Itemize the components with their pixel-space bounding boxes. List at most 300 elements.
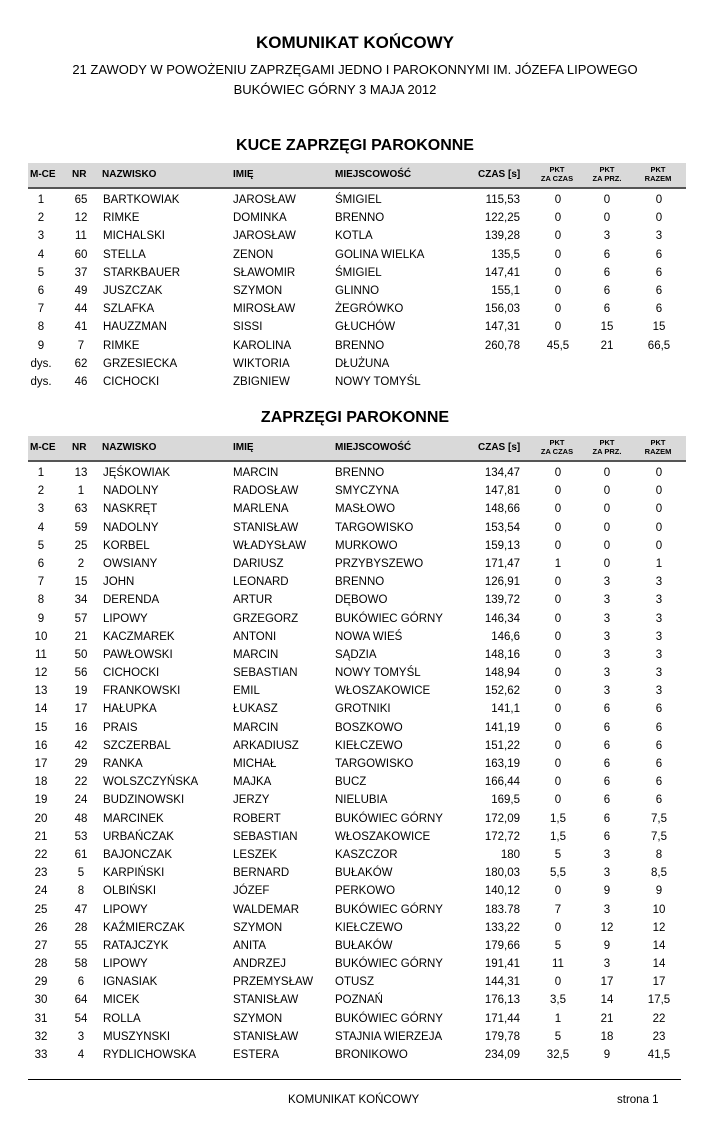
cell-time: 172,72 <box>484 830 520 843</box>
cell-points-obstacles: 0 <box>603 503 611 516</box>
cell-points-total: 15 <box>652 321 666 334</box>
cell-place: 2 <box>37 212 45 225</box>
table-row <box>28 501 686 519</box>
cell-town: BRENNO <box>335 467 385 479</box>
cell-points-time: 5 <box>554 848 562 861</box>
cell-place: 4 <box>37 248 45 261</box>
cell-start-number: 42 <box>74 739 88 752</box>
cell-surname: KAŹMIERCZAK <box>103 921 185 934</box>
cell-place: 20 <box>34 812 48 825</box>
header-czas: CZAS [s] <box>478 442 521 453</box>
cell-place: 5 <box>37 266 45 279</box>
cell-start-number: 64 <box>74 994 88 1007</box>
table-row <box>28 665 686 683</box>
cell-first-name: DARIUSZ <box>233 557 284 570</box>
cell-time: 163,19 <box>484 758 520 770</box>
cell-time: 171,47 <box>484 557 520 570</box>
cell-surname: MUSZYNSKI <box>103 1030 171 1043</box>
cell-points-obstacles: 6 <box>603 721 611 734</box>
cell-time: 147,41 <box>484 266 520 279</box>
document-title: KOMUNIKAT KOŃCOWY <box>256 33 454 52</box>
table-row <box>28 356 686 374</box>
cell-start-number: 55 <box>74 939 88 952</box>
cell-time: 141,1 <box>491 703 520 716</box>
cell-first-name: LEONARD <box>233 576 289 589</box>
cell-first-name: KAROLINA <box>233 339 292 352</box>
header-pkt-za-czas-line1: PKT <box>549 165 565 174</box>
cell-place: 10 <box>34 630 48 643</box>
cell-points-time: 32,5 <box>546 1049 570 1061</box>
cell-town: GLINNO <box>335 284 380 297</box>
cell-time: 155,1 <box>491 284 520 297</box>
table-row <box>28 338 686 356</box>
cell-start-number: 24 <box>74 794 88 807</box>
cell-start-number: 19 <box>74 685 88 698</box>
cell-first-name: MAJKA <box>233 776 272 789</box>
cell-town: BRENNO <box>335 212 385 225</box>
table-row <box>28 883 686 901</box>
cell-surname: OWSIANY <box>103 557 158 570</box>
cell-surname: STARKBAUER <box>103 266 181 279</box>
table-row <box>28 574 686 592</box>
section-title-parokonne: ZAPRZĘGI PAROKONNE <box>260 409 450 426</box>
cell-time: 122,25 <box>484 212 520 225</box>
header-imie: IMIĘ <box>233 169 254 180</box>
cell-first-name: SZYMON <box>233 921 283 934</box>
cell-points-total: 3 <box>655 576 663 589</box>
cell-points-time: 0 <box>554 739 562 752</box>
cell-surname: KARPIŃSKI <box>103 867 165 880</box>
cell-points-total: 7,5 <box>651 812 667 825</box>
cell-time: 126,91 <box>484 576 520 589</box>
cell-points-total: 6 <box>655 284 663 297</box>
cell-first-name: SŁAWOMIR <box>233 266 296 279</box>
cell-first-name: SZYMON <box>233 1012 283 1025</box>
cell-first-name: SISSI <box>233 321 263 334</box>
cell-town: PERKOWO <box>335 885 396 898</box>
cell-points-total: 8,5 <box>651 867 667 880</box>
cell-first-name: RADOSŁAW <box>233 485 299 498</box>
header-pkt-za-czas <box>532 438 582 456</box>
cell-town: BOSZKOWO <box>335 721 403 734</box>
cell-time: 172,09 <box>484 812 520 825</box>
cell-first-name: ANDRZEJ <box>233 958 287 971</box>
cell-surname: SZCZERBAL <box>103 739 171 752</box>
cell-start-number: 41 <box>74 321 88 334</box>
cell-town: GŁUCHÓW <box>335 321 396 334</box>
cell-place: 1 <box>37 467 45 479</box>
cell-first-name: ROBERT <box>233 812 281 825</box>
cell-points-total: 0 <box>655 212 663 225</box>
cell-place: 3 <box>37 503 45 516</box>
document-date-location: BUKÓWIEC GÓRNY 3 MAJA 2012 <box>233 82 437 97</box>
cell-surname: ROLLA <box>103 1012 141 1025</box>
cell-surname: BUDZINOWSKI <box>103 794 185 807</box>
table-row <box>28 992 686 1010</box>
cell-points-total: 6 <box>655 303 663 316</box>
cell-first-name: GRZEGORZ <box>233 612 299 625</box>
table-row <box>28 319 686 337</box>
cell-place: 31 <box>34 1012 48 1025</box>
cell-time: 171,44 <box>484 1012 520 1025</box>
table-row <box>28 1029 686 1047</box>
cell-points-obstacles: 3 <box>603 685 611 698</box>
cell-points-total: 6 <box>655 794 663 807</box>
cell-place: 9 <box>37 339 45 352</box>
cell-points-time: 0 <box>554 521 562 534</box>
cell-points-obstacles: 6 <box>603 703 611 716</box>
cell-place: 32 <box>34 1030 48 1043</box>
table-row <box>28 520 686 538</box>
cell-time: 134,47 <box>484 467 520 479</box>
cell-points-total: 6 <box>655 248 663 261</box>
cell-time: 148,94 <box>484 667 520 680</box>
cell-start-number: 49 <box>74 284 88 297</box>
cell-points-time: 0 <box>554 576 562 589</box>
cell-start-number: 15 <box>74 576 88 589</box>
cell-place: 8 <box>37 321 45 334</box>
cell-place: 15 <box>34 721 48 734</box>
header-pkt-za-czas <box>532 165 582 183</box>
cell-surname: JĘŚKOWIAK <box>103 467 171 479</box>
cell-place: 11 <box>35 648 47 661</box>
cell-points-total: 6 <box>655 776 663 789</box>
table-row <box>28 283 686 301</box>
cell-place: 5 <box>37 539 45 552</box>
cell-points-obstacles: 6 <box>603 739 611 752</box>
cell-points-obstacles: 9 <box>603 1049 611 1061</box>
cell-town: ŻEGRÓWKO <box>335 303 404 316</box>
cell-time: 166,44 <box>484 776 520 789</box>
cell-surname: JUSZCZAK <box>103 284 163 297</box>
cell-first-name: STANISŁAW <box>233 1030 299 1043</box>
cell-points-time: 0 <box>554 467 562 479</box>
cell-town: BUŁAKÓW <box>335 867 393 880</box>
table-row <box>28 920 686 938</box>
cell-start-number: 17 <box>74 703 88 716</box>
table-row <box>28 1011 686 1029</box>
cell-points-total: 6 <box>655 721 663 734</box>
table-row <box>28 974 686 992</box>
cell-place: dys. <box>30 375 52 388</box>
cell-points-time: 0 <box>554 921 562 934</box>
cell-points-obstacles: 14 <box>600 994 614 1007</box>
cell-start-number: 12 <box>74 212 88 225</box>
cell-surname: STELLA <box>103 248 146 261</box>
header-pkt-za-prz-line1: PKT <box>599 438 615 447</box>
cell-points-obstacles: 3 <box>603 958 611 971</box>
document-subtitle: 21 ZAWODY W POWOŻENIU ZAPRZĘGAMI JEDNO I PAROKONNYMI IM. JÓZEFA LIPOWEGO <box>72 62 638 77</box>
cell-points-total: 17,5 <box>647 994 671 1007</box>
table-row <box>28 847 686 865</box>
cell-start-number: 28 <box>74 921 88 934</box>
cell-start-number: 37 <box>74 266 88 279</box>
cell-town: BRENNO <box>335 339 385 352</box>
cell-points-obstacles: 3 <box>603 612 611 625</box>
cell-points-obstacles: 3 <box>603 667 611 680</box>
header-pkt-za-prz <box>582 165 632 183</box>
cell-place: 7 <box>37 303 45 316</box>
cell-time: 183.78 <box>484 903 520 916</box>
table-row <box>28 647 686 665</box>
cell-place: 24 <box>34 885 48 898</box>
cell-place: 3 <box>37 230 45 243</box>
cell-points-total: 3 <box>655 230 663 243</box>
cell-time: 147,31 <box>484 321 520 334</box>
cell-points-obstacles: 6 <box>603 830 611 843</box>
cell-town: BUKÓWIEC GÓRNY <box>335 958 443 971</box>
cell-start-number: 59 <box>74 521 88 534</box>
cell-points-obstacles: 3 <box>603 630 611 643</box>
table-row <box>28 938 686 956</box>
header-miejscowosc: MIEJSCOWOŚĆ <box>335 442 412 453</box>
table-row <box>28 611 686 629</box>
cell-points-obstacles: 18 <box>600 1030 614 1043</box>
cell-points-time: 0 <box>554 284 562 297</box>
cell-points-total: 1 <box>655 557 663 570</box>
cell-points-time: 0 <box>554 885 562 898</box>
cell-time: 139,72 <box>484 594 520 607</box>
cell-points-obstacles: 0 <box>603 539 611 552</box>
cell-start-number: 11 <box>75 230 87 243</box>
results-table-parokonne <box>28 465 686 1065</box>
cell-surname: RANKA <box>103 758 143 770</box>
header-pkt-za-prz <box>582 438 632 456</box>
cell-start-number: 29 <box>74 758 88 770</box>
table-row <box>28 1047 686 1065</box>
cell-first-name: MARCIN <box>233 467 279 479</box>
cell-points-time: 0 <box>554 321 562 334</box>
cell-points-total: 0 <box>655 485 663 498</box>
cell-points-total: 10 <box>652 903 666 916</box>
cell-points-time: 7 <box>554 903 562 916</box>
cell-points-total: 3 <box>655 685 663 698</box>
cell-town: BUCZ <box>335 776 367 789</box>
cell-points-total: 0 <box>655 539 663 552</box>
cell-points-obstacles: 3 <box>603 867 611 880</box>
cell-start-number: 13 <box>74 467 88 479</box>
cell-place: 26 <box>34 921 48 934</box>
cell-town: KASZCZOR <box>335 848 398 861</box>
cell-first-name: STANISŁAW <box>233 521 299 534</box>
table-row <box>28 247 686 265</box>
cell-points-time: 5 <box>554 1030 562 1043</box>
cell-points-time: 0 <box>554 266 562 279</box>
cell-town: BRENNO <box>335 576 385 589</box>
cell-points-obstacles: 12 <box>600 921 614 934</box>
cell-points-obstacles: 3 <box>603 903 611 916</box>
header-pkt-razem-line2: RAZEM <box>644 447 672 456</box>
cell-town: WŁOSZAKOWICE <box>335 830 431 843</box>
cell-points-time: 1,5 <box>550 830 566 843</box>
cell-town: BUKÓWIEC GÓRNY <box>335 1012 443 1025</box>
cell-place: 30 <box>34 994 48 1007</box>
cell-start-number: 8 <box>77 885 85 898</box>
results-table-kuce <box>28 192 686 392</box>
cell-points-obstacles: 0 <box>603 212 611 225</box>
cell-town: TARGOWISKO <box>335 758 414 770</box>
cell-points-total: 41,5 <box>647 1049 671 1061</box>
cell-surname: CICHOCKI <box>103 375 160 388</box>
cell-time: 176,13 <box>484 994 520 1007</box>
cell-first-name: ARTUR <box>233 594 273 607</box>
cell-first-name: ESTERA <box>233 1049 280 1061</box>
cell-start-number: 7 <box>77 339 85 352</box>
cell-town: GOLINA WIELKA <box>335 248 425 261</box>
cell-points-obstacles: 3 <box>603 594 611 607</box>
cell-town: SĄDZIA <box>335 648 377 661</box>
header-pkt-za-czas-line2: ZA CZAS <box>540 174 574 183</box>
cell-place: 14 <box>34 703 48 716</box>
cell-time: 179,78 <box>484 1030 520 1043</box>
cell-surname: HAUZZMAN <box>103 321 167 334</box>
cell-points-total: 3 <box>655 612 663 625</box>
cell-place: 28 <box>34 958 48 971</box>
header-czas: CZAS [s] <box>478 169 521 180</box>
cell-first-name: JAROSŁAW <box>233 194 296 206</box>
cell-town: ŚMIGIEL <box>335 194 382 206</box>
cell-time: 260,78 <box>484 339 520 352</box>
cell-town: BUKÓWIEC GÓRNY <box>335 903 443 916</box>
cell-time: 144,31 <box>484 976 520 989</box>
table-row <box>28 792 686 810</box>
cell-points-time: 0 <box>554 612 562 625</box>
cell-first-name: ANITA <box>233 939 267 952</box>
table-row <box>28 756 686 774</box>
cell-first-name: SEBASTIAN <box>233 830 298 843</box>
cell-start-number: 44 <box>74 303 88 316</box>
cell-points-total: 23 <box>652 1030 666 1043</box>
cell-points-obstacles: 21 <box>600 1012 614 1025</box>
cell-town: BUŁAKÓW <box>335 939 393 952</box>
cell-town: NOWY TOMYŚL <box>335 667 421 680</box>
cell-surname: HAŁUPKA <box>103 703 157 716</box>
cell-surname: RYDLICHOWSKA <box>103 1049 197 1061</box>
cell-start-number: 57 <box>74 612 88 625</box>
cell-place: 33 <box>34 1049 48 1061</box>
table-row <box>28 738 686 756</box>
cell-surname: KORBEL <box>103 539 150 552</box>
cell-points-time: 0 <box>554 194 562 206</box>
cell-first-name: PRZEMYSŁAW <box>233 976 314 989</box>
table-row <box>28 829 686 847</box>
cell-points-total: 0 <box>655 467 663 479</box>
cell-town: BUKÓWIEC GÓRNY <box>335 812 443 825</box>
cell-town: NIELUBIA <box>335 794 388 807</box>
cell-first-name: ZBIGNIEW <box>233 375 290 388</box>
cell-surname: IGNASIAK <box>103 976 158 989</box>
cell-start-number: 6 <box>77 976 85 989</box>
table-row <box>28 465 686 483</box>
cell-points-time: 0 <box>554 539 562 552</box>
cell-town: TARGOWISKO <box>335 521 414 534</box>
cell-first-name: STANISŁAW <box>233 994 299 1007</box>
cell-points-obstacles: 6 <box>603 303 611 316</box>
cell-place: 4 <box>37 521 45 534</box>
cell-surname: NASKRĘT <box>103 503 158 516</box>
cell-points-obstacles: 9 <box>603 885 611 898</box>
cell-points-total: 6 <box>655 703 663 716</box>
cell-points-time: 0 <box>554 248 562 261</box>
cell-points-obstacles: 17 <box>600 976 614 989</box>
cell-start-number: 3 <box>77 1030 85 1043</box>
cell-points-time: 0 <box>554 703 562 716</box>
cell-points-total: 14 <box>652 939 666 952</box>
cell-town: KIEŁCZEWO <box>335 739 403 752</box>
cell-first-name: MARCIN <box>233 721 279 734</box>
cell-points-total: 0 <box>655 194 663 206</box>
cell-town: WŁOSZAKOWICE <box>335 685 431 698</box>
cell-points-obstacles: 6 <box>603 284 611 297</box>
cell-points-total: 3 <box>655 594 663 607</box>
cell-time: 153,54 <box>484 521 520 534</box>
cell-place: 18 <box>34 776 48 789</box>
cell-start-number: 60 <box>74 248 88 261</box>
cell-time: 179,66 <box>484 939 520 952</box>
cell-place: 25 <box>34 903 48 916</box>
cell-start-number: 4 <box>77 1049 85 1061</box>
cell-first-name: JERZY <box>233 794 270 807</box>
header-pkt-za-czas-line2: ZA CZAS <box>540 447 574 456</box>
cell-points-obstacles: 6 <box>603 776 611 789</box>
header-pkt-za-prz-line2: ZA PRZ. <box>592 174 622 183</box>
cell-surname: LIPOWY <box>103 958 148 971</box>
cell-start-number: 54 <box>74 1012 88 1025</box>
cell-time: 140,12 <box>484 885 520 898</box>
footer-divider <box>28 1079 681 1080</box>
cell-points-total: 3 <box>655 630 663 643</box>
table-row <box>28 956 686 974</box>
cell-points-time: 45,5 <box>546 339 570 352</box>
table-row <box>28 701 686 719</box>
cell-place: 6 <box>37 284 45 297</box>
cell-town: BRONIKOWO <box>335 1049 408 1061</box>
cell-surname: DERENDA <box>103 594 160 607</box>
cell-points-obstacles: 3 <box>603 230 611 243</box>
footer-label: KOMUNIKAT KOŃCOWY <box>288 1094 420 1106</box>
cell-points-time: 0 <box>554 230 562 243</box>
header-imie: IMIĘ <box>233 442 254 453</box>
cell-place: 12 <box>34 667 48 680</box>
cell-first-name: MARCIN <box>233 648 279 661</box>
cell-points-obstacles: 6 <box>603 248 611 261</box>
cell-start-number: 2 <box>77 557 85 570</box>
cell-time: 180,03 <box>484 867 520 880</box>
cell-place: 9 <box>37 612 45 625</box>
cell-town: KOTLA <box>335 230 373 243</box>
cell-surname: NADOLNY <box>103 485 159 498</box>
cell-surname: URBAŃCZAK <box>103 830 174 843</box>
cell-time: 152,62 <box>484 685 520 698</box>
cell-first-name: ZENON <box>233 248 274 261</box>
cell-first-name: DOMINKA <box>233 212 287 225</box>
table-row <box>28 902 686 920</box>
cell-points-total: 12 <box>652 921 666 934</box>
header-nazwisko: NAZWISKO <box>102 442 157 453</box>
cell-points-obstacles: 6 <box>603 812 611 825</box>
cell-surname: JOHN <box>103 576 135 589</box>
table-header-parokonne <box>28 436 686 462</box>
cell-place: 27 <box>34 939 48 952</box>
cell-points-total: 6 <box>655 739 663 752</box>
cell-time: 135,5 <box>491 248 520 261</box>
cell-town: NOWY TOMYŚL <box>335 375 421 388</box>
cell-points-obstacles: 0 <box>603 557 611 570</box>
cell-points-total: 3 <box>655 667 663 680</box>
cell-points-total: 6 <box>655 266 663 279</box>
cell-town: ŚMIGIEL <box>335 266 382 279</box>
cell-time: 141,19 <box>484 721 520 734</box>
